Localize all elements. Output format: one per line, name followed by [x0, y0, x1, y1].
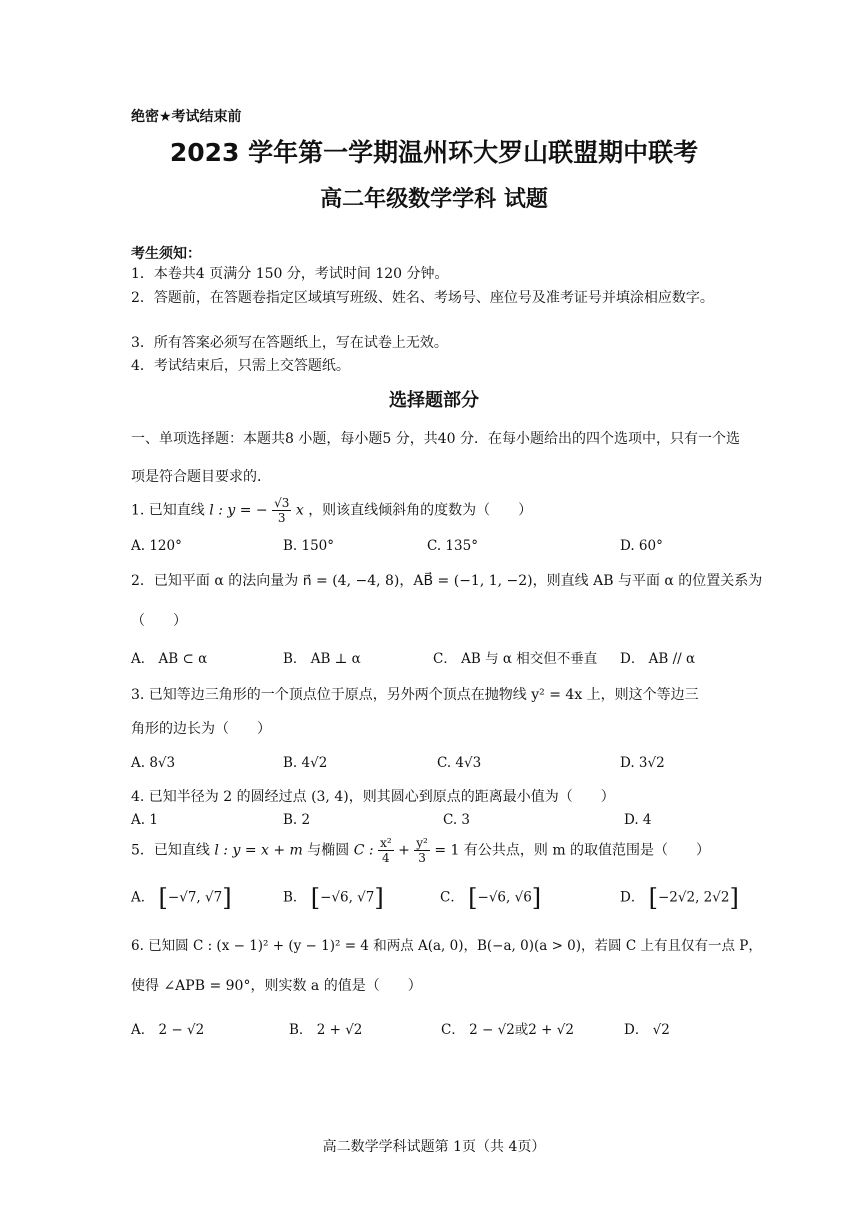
q5-eq-one: = 1	[434, 842, 460, 859]
section-title: 选择题部分	[389, 390, 479, 411]
q5-frac-y	[414, 836, 430, 865]
q3-option-c: C. 4√3	[437, 755, 482, 771]
q5-line-eq: l : y = x + m	[214, 842, 303, 859]
question-2-stem-cont: （ ）	[131, 613, 187, 629]
q2-option-a: A． AB ⊂ α	[131, 651, 208, 667]
q5-ellipse-label: C :	[353, 842, 374, 859]
q5-option-a-range: −√7, √7	[167, 889, 223, 906]
q1-option-a: A. 120°	[131, 538, 182, 554]
q1-frac-den: 3	[277, 511, 286, 525]
q2-option-b: B． AB ⊥ α	[283, 651, 361, 667]
question-1-stem	[131, 496, 532, 525]
confidential-label: 绝密★考试结束前	[131, 109, 242, 125]
exam-subtitle: 高二年级数学学科 试题	[320, 187, 548, 212]
question-2-stem: 2．已知平面 α 的法向量为 n⃗ = (4, −4, 8)，AB⃗ = (−1, 1, −2)，则直线 AB 与平面 α 的位置关系为	[131, 573, 763, 589]
q5-option-c-label: C．	[440, 889, 464, 906]
question-6-stem: 6. 已知圆 C : (x − 1)² + (y − 1)² = 4 和两点 A(a, 0)，B(−a, 0)(a > 0)，若圆 C 上有且仅有一点 P，	[131, 938, 762, 954]
q2-option-d: D． AB // α	[620, 651, 696, 667]
note-item: 4．考试结束后，只需上交答题纸。	[131, 358, 350, 374]
q6-option-a: A． 2 − √2	[131, 1022, 205, 1038]
q5-frac-y-num: y²	[416, 836, 428, 850]
q5-option-b-range: −√6, √7	[320, 889, 375, 906]
question-6-stem-cont: 使得 ∠APB = 90°，则实数 a 的值是（ ）	[131, 978, 422, 994]
question-5-stem	[131, 836, 710, 865]
q5-option-b	[283, 884, 384, 912]
exam-title: 2023 学年第一学期温州环大罗山联盟期中联考	[169, 138, 699, 167]
q5-text-a: 5．已知直线	[131, 842, 210, 859]
q5-option-d	[620, 884, 739, 912]
q1-option-d: D. 60°	[620, 538, 663, 554]
q5-option-a	[131, 884, 232, 912]
q5-text-mid: 与椭圆	[307, 842, 350, 859]
left-bracket: [	[158, 884, 168, 912]
q5-frac-y-den: 3	[418, 851, 426, 865]
left-bracket: [	[310, 884, 321, 912]
q6-option-c: C． 2 − √2或2 + √2	[441, 1022, 574, 1038]
q1-eq-tail: x	[295, 502, 304, 519]
q5-plus: +	[398, 842, 410, 859]
q4-option-c: C. 3	[443, 812, 471, 828]
right-bracket: ]	[222, 884, 232, 912]
q3-option-d: D. 3√2	[620, 755, 665, 771]
question-3-stem: 3. 已知等边三角形的一个顶点位于原点，另外两个顶点在抛物线 y² = 4x 上，则这个等边三	[131, 687, 699, 703]
q5-option-c	[440, 884, 541, 912]
q5-option-b-label: B．	[283, 889, 307, 906]
q5-frac-x	[378, 836, 394, 865]
q2-option-c: C． AB 与 α 相交但不垂直	[433, 651, 598, 667]
q1-text-b: ，则该直线倾斜角的度数为（ ）	[308, 502, 533, 519]
q1-text-a: 1. 已知直线	[131, 502, 205, 519]
note-item: 3．所有答案必须写在答题纸上，写在试卷上无效。	[131, 335, 448, 351]
q5-option-c-range: −√6, √6	[477, 889, 532, 906]
q5-frac-x-num: x²	[380, 836, 392, 850]
q1-frac-num: √3	[274, 496, 290, 510]
q4-option-a: A. 1	[131, 812, 158, 828]
q1-equation: l : y = −	[209, 502, 268, 519]
left-bracket: [	[468, 884, 478, 912]
right-bracket: ]	[729, 884, 739, 912]
q6-option-b: B． 2 + √2	[289, 1022, 363, 1038]
page-footer: 高二数学学科试题第 1页（共 4页）	[322, 1139, 546, 1155]
q4-option-d: D. 4	[624, 812, 652, 828]
section-intro: 一、单项选择题：本题共8 小题，每小题5 分，共40 分．在每小题给出的四个选项中，只有一个选项是符合题目要求的．	[131, 431, 740, 485]
question-3-stem-cont: 角形的边长为（ ）	[131, 721, 271, 737]
q5-option-a-label: A．	[131, 889, 155, 906]
left-bracket: [	[648, 884, 658, 912]
notes-heading: 考生须知：	[131, 246, 201, 262]
right-bracket: ]	[531, 884, 542, 912]
q1-fraction	[272, 496, 291, 525]
q5-option-d-label: D．	[620, 889, 645, 906]
right-bracket: ]	[374, 884, 384, 912]
q3-option-b: B. 4√2	[283, 755, 328, 771]
q1-option-c: C. 135°	[427, 538, 478, 554]
q5-option-d-range: −2√2, 2√2	[658, 889, 730, 906]
q4-option-b: B. 2	[283, 812, 311, 828]
q5-text-b: 有公共点，则 m 的取值范围是（ ）	[463, 842, 711, 859]
q3-option-a: A. 8√3	[131, 755, 176, 771]
note-item: 1．本卷共4 页满分 150 分，考试时间 120 分钟。	[131, 266, 449, 282]
question-4-stem: 4. 已知半径为 2 的圆经过点 (3, 4)，则其圆心到原点的距离最小值为（ ）	[131, 789, 615, 805]
q6-option-d: D． √2	[624, 1022, 670, 1038]
q5-frac-x-den: 4	[382, 851, 390, 865]
q1-option-b: B. 150°	[283, 538, 335, 554]
note-item: 2．答题前，在答题卷指定区域填写班级、姓名、考场号、座位号及准考证号并填涂相应数字。	[131, 290, 714, 306]
